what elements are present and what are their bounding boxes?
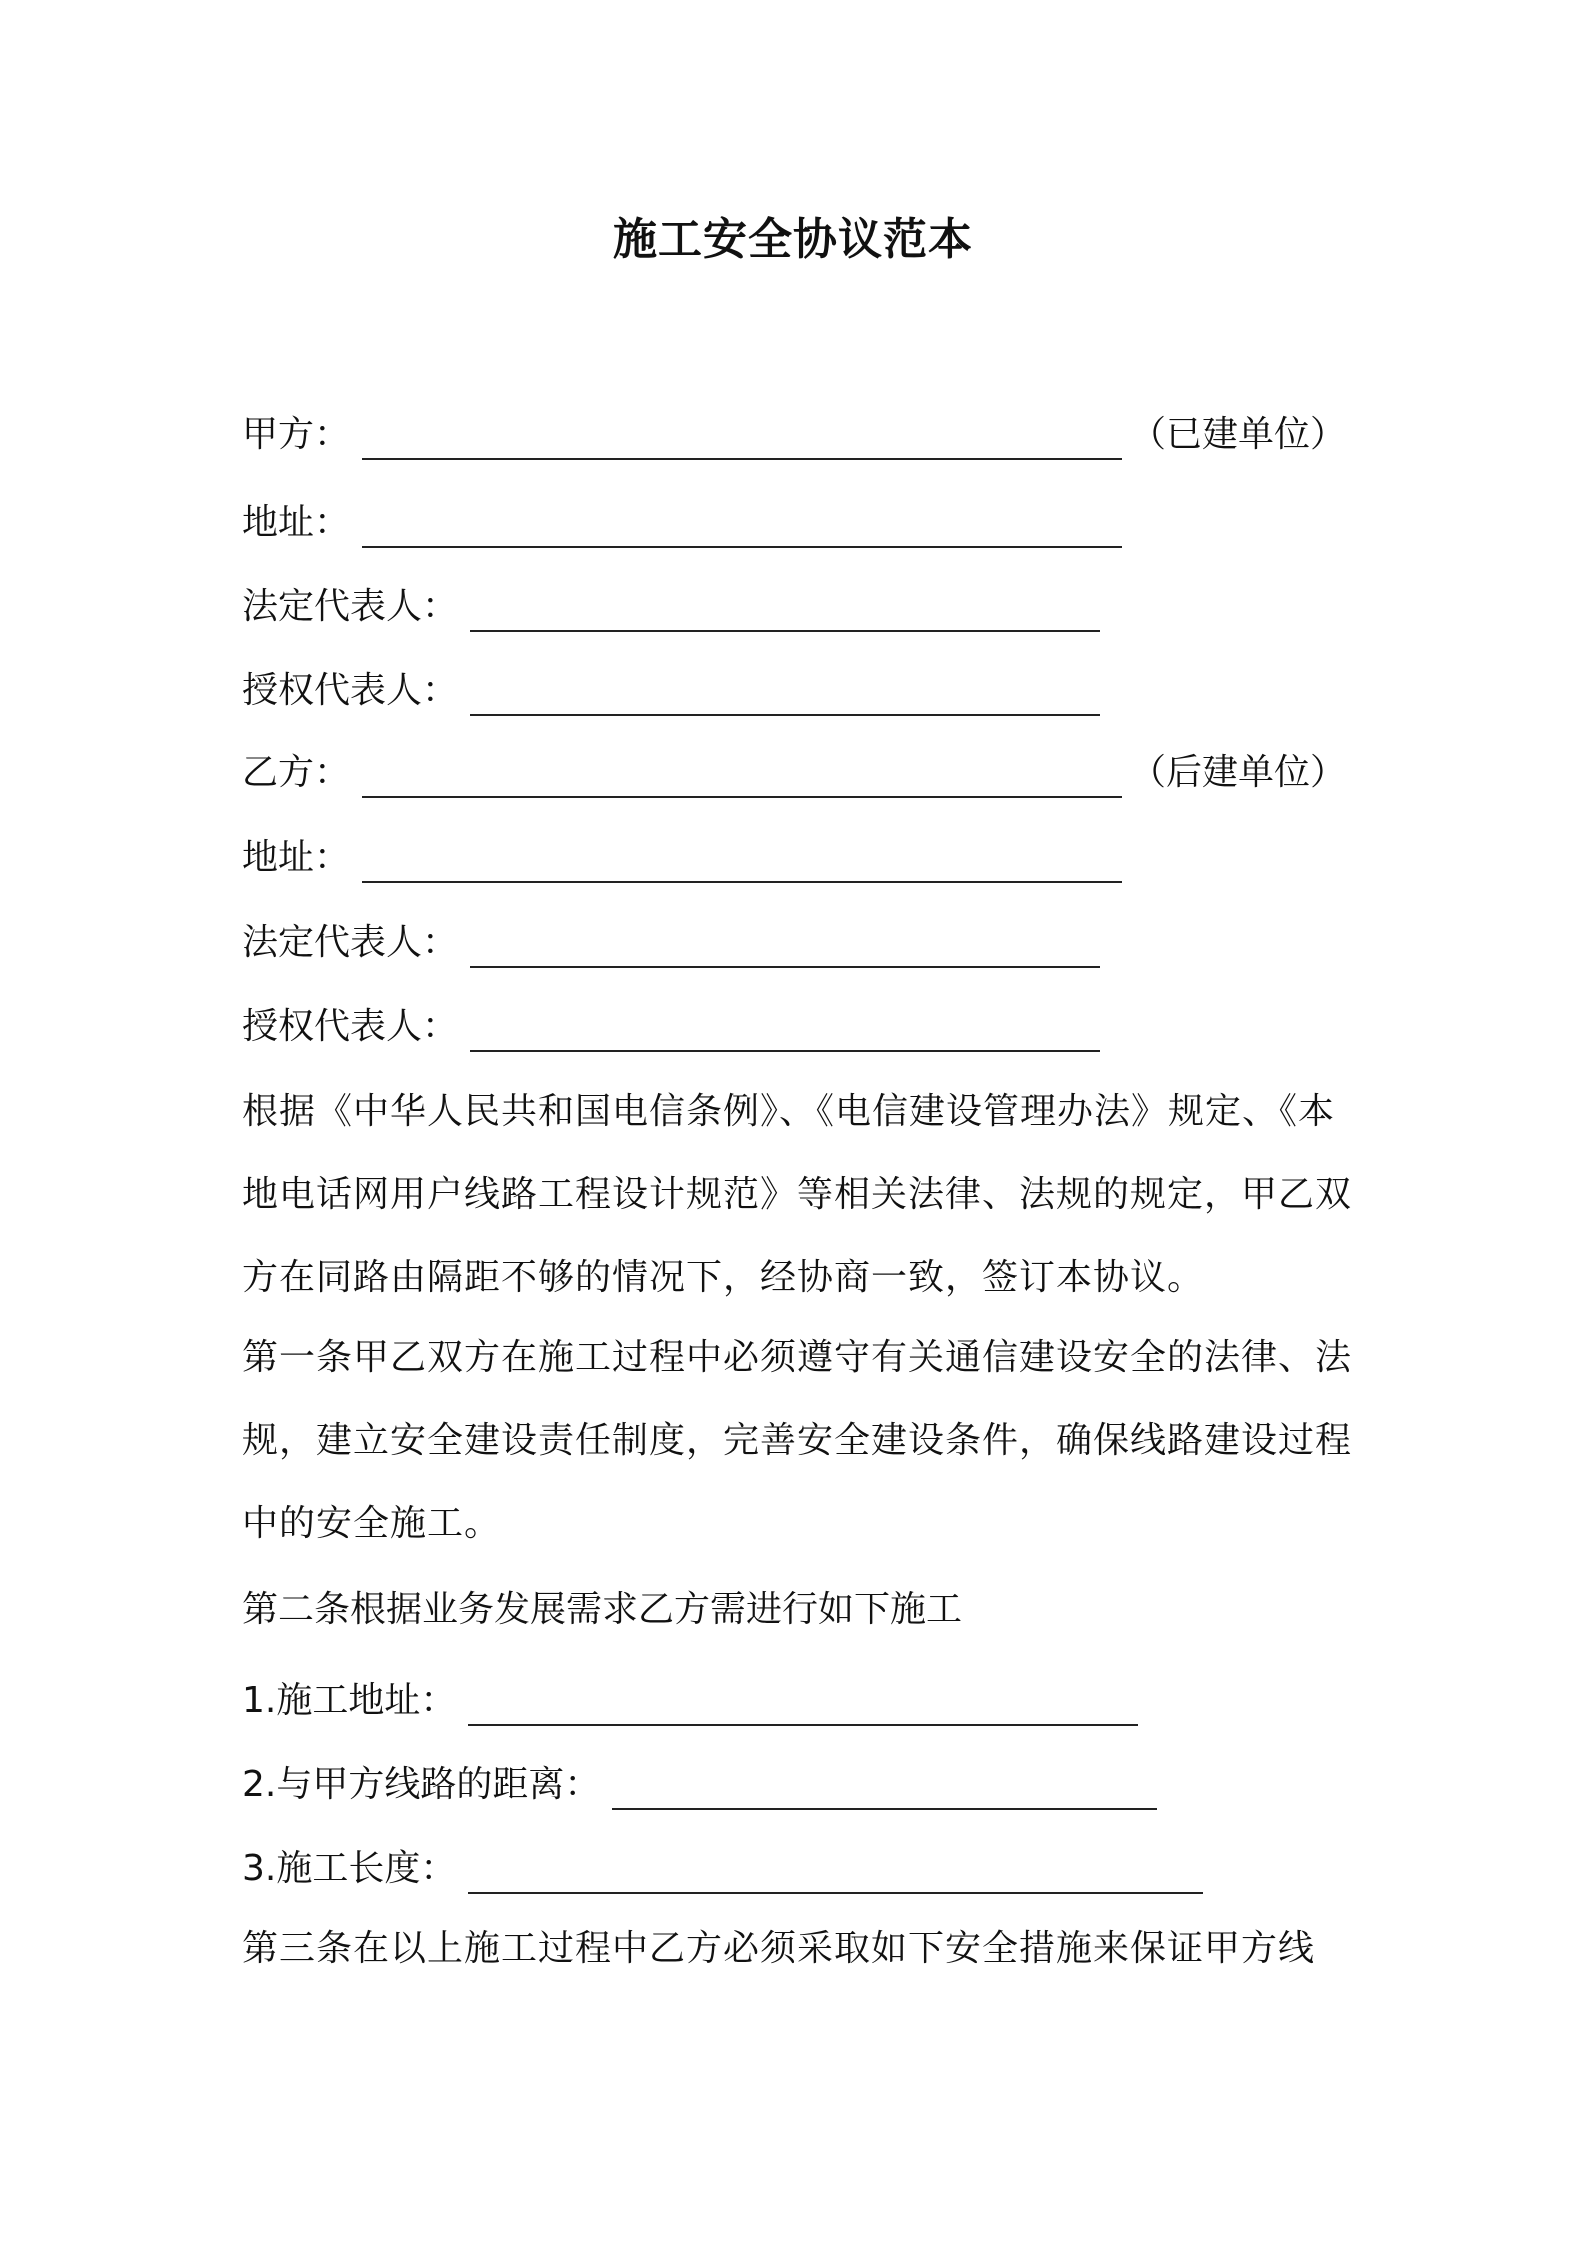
party-b-legal-rep-blank[interactable] <box>470 928 1100 968</box>
party-a-legal-rep-blank[interactable] <box>470 592 1100 632</box>
article2-item3-label: 3.施工长度： <box>242 1848 457 1889</box>
party-b-authorized-rep-label: 授权代表人： <box>242 1006 459 1047</box>
party-a-address-blank[interactable] <box>362 508 1122 548</box>
article2-item1-blank[interactable] <box>468 1686 1138 1726</box>
party-a-suffix: （已建单位） <box>1130 414 1347 455</box>
article1-line: 第一条甲乙双方在施工过程中必须遵守有关通信建设安全的法律、法 <box>242 1337 1353 1378</box>
article2-item2-blank[interactable] <box>612 1770 1157 1810</box>
party-b-label: 乙方： <box>242 752 351 793</box>
party-a-authorized-rep-row <box>242 666 1100 716</box>
party-a-authorized-rep-blank[interactable] <box>470 676 1100 716</box>
party-a-address-label: 地址： <box>242 502 351 543</box>
party-a-label: 甲方： <box>242 414 351 455</box>
party-b-blank[interactable] <box>362 758 1122 798</box>
party-a-legal-rep-label: 法定代表人： <box>242 586 459 627</box>
article2-item1-row <box>242 1676 1138 1726</box>
article2-item2-row <box>242 1760 1157 1810</box>
article2-item2-label: 2.与甲方线路的距离： <box>242 1764 601 1805</box>
article2-item3-blank[interactable] <box>468 1854 1203 1894</box>
preamble-line: 方在同路由隔距不够的情况下，经协商一致，签订本协议。 <box>242 1257 1205 1298</box>
article1-line: 规，建立安全建设责任制度，完善安全建设条件，确保线路建设过程 <box>242 1420 1353 1461</box>
article2-heading: 第二条根据业务发展需求乙方需进行如下施工 <box>242 1589 963 1630</box>
party-b-authorized-rep-row <box>242 1002 1100 1052</box>
party-b-address-row <box>242 833 1122 883</box>
preamble-line: 地电话网用户线路工程设计规范》等相关法律、法规的规定，甲乙双 <box>242 1174 1353 1215</box>
party-a-legal-rep-row <box>242 582 1100 632</box>
party-b-suffix: （后建单位） <box>1130 752 1347 793</box>
party-b-address-blank[interactable] <box>362 843 1122 883</box>
party-b-legal-rep-row <box>242 918 1100 968</box>
preamble-paragraph <box>242 1070 1362 1319</box>
party-a-blank[interactable] <box>362 420 1122 460</box>
article1-paragraph <box>242 1316 1362 1565</box>
article2-item3-row <box>242 1844 1203 1894</box>
party-a-row <box>242 410 1122 460</box>
party-b-authorized-rep-blank[interactable] <box>470 1012 1100 1052</box>
article3-paragraph <box>242 1907 1362 1990</box>
party-b-row <box>242 748 1122 798</box>
party-a-address-row <box>242 498 1122 548</box>
article2-item1-label: 1.施工地址： <box>242 1680 457 1721</box>
document-title: 施工安全协议范本 <box>613 214 973 265</box>
party-b-legal-rep-label: 法定代表人： <box>242 922 459 963</box>
article3-line: 第三条在以上施工过程中乙方必须采取如下安全措施来保证甲方线 <box>242 1928 1316 1969</box>
party-b-address-label: 地址： <box>242 837 351 878</box>
article1-line: 中的安全施工。 <box>242 1503 502 1544</box>
preamble-line: 根据《中华人民共和国电信条例》、《电信建设管理办法》规定、《本 <box>242 1091 1336 1132</box>
party-a-authorized-rep-label: 授权代表人： <box>242 670 459 711</box>
